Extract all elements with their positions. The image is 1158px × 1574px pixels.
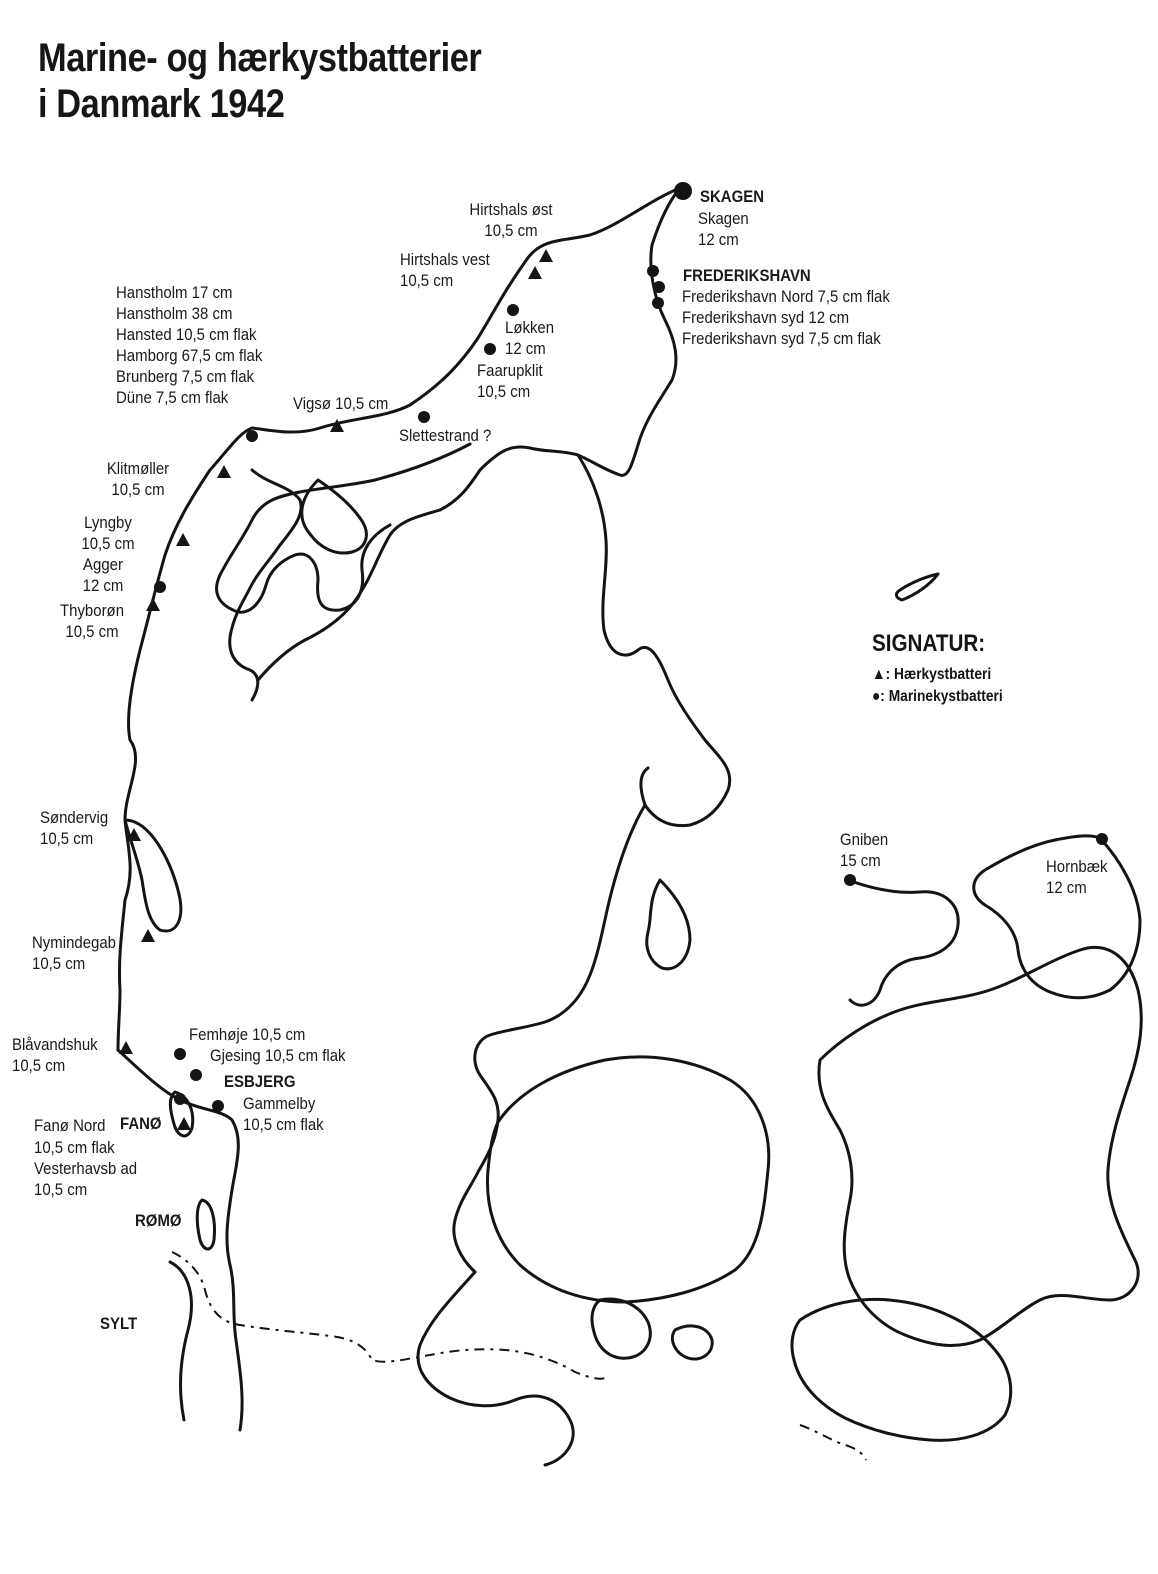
battery-skagen (674, 182, 692, 200)
label-fano-nord: Fanø Nord (34, 1116, 106, 1135)
als-island (592, 1299, 650, 1358)
sylt-island (170, 1262, 191, 1420)
label-hornbaek: Hornbæk 12 cm (1046, 857, 1108, 897)
map-title-line-2: i Danmark 1942 (38, 82, 285, 126)
label-frederikshavn-bold: FREDERIKSHAVN (683, 266, 811, 285)
battery-hanstholm (246, 430, 258, 442)
map-title-line-1: Marine- og hærkystbatterier (38, 36, 482, 80)
label-lokken: Løkken 12 cm (505, 318, 555, 358)
zealand (819, 947, 1141, 1345)
label-lyngby: Lyngby 10,5 cm (81, 513, 135, 553)
label-gjesing: Gjesing 10,5 cm flak (210, 1046, 346, 1065)
battery-frederikshavn-3 (652, 297, 664, 309)
battery-gammelby (212, 1100, 224, 1112)
label-fano-flak: 10,5 cm flak Vesterhavsb ad 10,5 cm (34, 1138, 138, 1199)
label-gniben: Gniben 15 cm (840, 830, 889, 870)
battery-gjesing (190, 1069, 202, 1081)
label-vigso: Vigsø 10,5 cm (293, 394, 389, 413)
label-slettestrand: Slettestrand ? (399, 426, 492, 445)
label-hirtshals-ost: Hirtshals øst 10,5 cm (469, 200, 553, 240)
battery-hirtshals-vest (528, 266, 542, 279)
label-klitmoller: Klitmøller 10,5 cm (106, 459, 170, 499)
battery-fano-nord (177, 1117, 191, 1130)
djursland (647, 880, 690, 969)
label-skagen: Skagen 12 cm (698, 209, 749, 249)
battery-faarupklit (484, 343, 496, 355)
label-faarupklit: Faarupklit 10,5 cm (477, 361, 543, 401)
label-skagen-bold: SKAGEN (700, 187, 765, 206)
label-esbjerg-bold: ESBJERG (224, 1072, 296, 1091)
battery-gniben (844, 874, 856, 886)
funen (487, 1057, 768, 1302)
border-dashed-line (172, 1252, 605, 1379)
battery-nymindegab (141, 929, 155, 942)
label-sylt: SYLT (100, 1314, 138, 1333)
battery-hirtshals-ost (539, 249, 553, 262)
label-gammelby: Gammelby 10,5 cm flak (243, 1094, 324, 1134)
label-fano-bold: FANØ (120, 1114, 162, 1133)
legend-heading: SIGNATUR: (872, 630, 986, 657)
battery-lokken (507, 304, 519, 316)
lolland (792, 1299, 1011, 1440)
south-coast (418, 1272, 573, 1465)
odsherred (848, 880, 958, 1005)
battery-klitmoller (217, 465, 231, 478)
border-dashed-east (800, 1425, 866, 1460)
label-blavandshuk: Blåvandshuk 10,5 cm (12, 1035, 98, 1075)
label-frederikshavn: Frederikshavn Nord 7,5 cm flak Frederikshavn syd 12 cm Frederikshavn syd 7,5 cm flak (682, 287, 890, 348)
battery-esbjerg (174, 1093, 186, 1105)
legend-army: ▲: Hærkystbatteri (872, 666, 992, 683)
battery-blavandshuk (119, 1041, 133, 1054)
label-nymindegab: Nymindegab 10,5 cm (32, 933, 116, 973)
battery-slettestrand (418, 411, 430, 423)
battery-femhoje (174, 1048, 186, 1060)
label-agger: Agger 12 cm (82, 555, 124, 595)
anholt-island (896, 574, 938, 600)
label-hanstholm: Hanstholm 17 cm Hanstholm 38 cm Hansted 10,5 cm flak Hamborg 67,5 cm flak Brunberg 7,5 cm flak Düne 7,5 cm flak (116, 283, 263, 407)
label-thyboron: Thyborøn 10,5 cm (59, 601, 125, 641)
label-romo: RØMØ (135, 1211, 182, 1230)
romo-island (197, 1200, 214, 1249)
battery-hornbaek (1096, 833, 1108, 845)
label-femhoje: Femhøje 10,5 cm (189, 1025, 306, 1044)
aero-island (672, 1326, 712, 1359)
limfjord-coast-1 (217, 444, 470, 612)
jutland-east-coast-lower (454, 805, 645, 1272)
battery-lyngby (176, 533, 190, 546)
battery-frederikshavn-1 (647, 265, 659, 277)
battery-frederikshavn-2 (653, 281, 665, 293)
battery-agger (154, 581, 166, 593)
legend-navy: ●: Marinekystbatteri (872, 688, 1003, 705)
jutland-east-coast-south (578, 455, 730, 826)
battery-thyboron (146, 598, 160, 611)
label-hirtshals-vest: Hirtshals vest 10,5 cm (400, 250, 490, 290)
label-sondervig: Søndervig 10,5 cm (40, 808, 109, 848)
